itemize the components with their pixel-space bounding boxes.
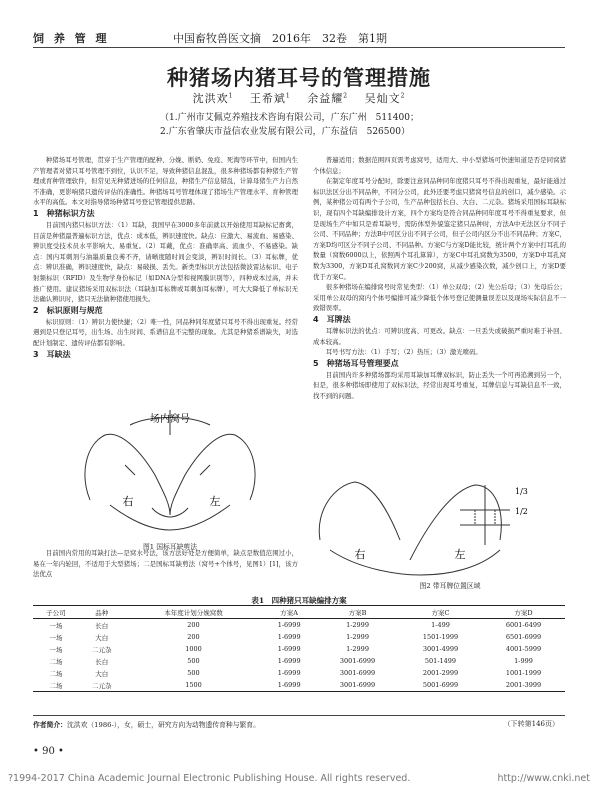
affiliation-2: 2.广东省肇庆市益信农业发展有限公司，广东益信 526500） [160,127,410,137]
copyright-line [8,773,590,784]
section-heading: 4 耳牌法 [313,314,351,324]
copyright-text: ?1994-2017 China Academic Journal Electronic Publishing House. All rights reserved. [8,773,411,784]
section-heading: 3 耳缺法 [33,349,71,359]
table-cell: 二元杂 [92,681,112,690]
table-cell: 1-999 [514,657,533,665]
footnote-text: 沈洪欢（1986-），女，硕士，研究方向为动物遗传育种与繁育。 [66,721,260,729]
table-cell: 6001-6499 [505,621,542,629]
table-cell: 4001-5999 [505,645,542,653]
figure-1-left-ear-label: 左 [209,495,221,508]
table-cell: 长白 [95,621,109,630]
table-cell: 500 [187,669,200,677]
table-header: 本年度计划分娩窝数 [164,608,223,617]
paragraph: 目前国内猪只标识方法：（1）耳缺，我国早在3000多年前就以开始使用耳缺标记畜禽，目前是种猪最普遍标识方法，优点：成本低，辨识速度快。缺点：应激大、易流血、易感染、辨识度受技术员水平影响大、易重复。（2）耳戴，优点：准确率高、流血少、不易感染。缺点：国内耳刺剂与油墨质量良莠不齐，请晰度随时间会变淡，辨识时间长。（3）耳标牌，优点：辨识准确，辨识速度快，缺点：易破损、丢失。新类型标识方法包括微波雷达标识、电子射频标识（RFID）及生物学身份标记（如DNA分型和视网膜识别等），四种成本过高，并未推广使用。建议猪场采用双标识法（耳缺加耳标牌或耳刺加耳标牌），可大大降低了单标识无法确认辨识时，猪只无法做种猪使用损失。 [33,220,298,304]
table-cell: 500 [187,657,200,665]
table-cell: 1-6999 [277,645,301,653]
left-column-continued [33,548,298,580]
footnote-rule [33,715,565,716]
journal-issue: 中国畜牧兽医文摘 2016年 32卷 第1期 [173,32,387,45]
table-cell: 1500 [185,681,202,689]
abstract-text: 种猪场耳号管理，贯穿于生产管理的配种、分娩、断奶、免疫、死淘等环节中，但国内生产管理者对猪只耳号管理不到位，认识不足，导致种猪信息混乱，很多种猪场都有种猪生产管理或育种管理软件，但常见无种猪进场的任何信息，种猪生产信息错乱，计算母猪生产力自然不准确，更影响猪只遗传评估的准确性。种猪场耳号管理体现了猪场生产管理水平、育种管理水平的高低。本文对指导猪场种猪耳号登记管理提供思路。 [33,156,298,207]
section-heading: 2 标识原则与规范 [33,305,103,315]
table-cell: 1-499 [431,621,450,629]
table-cell: 1-2999 [346,645,369,653]
paragraph: 标识原则：（1）辨识力使快捷；（2）唯一性，同品种同年度猪只耳号不得出现重复。经常遇到是只登记耳号，出生场、出生时间、系谱信息不完整的现象。尤其是种猪系谱缺失，对选配计划制定、遗传评估都有影响。 [33,317,298,347]
author-list [0,90,598,106]
paragraph: 普遍适用；数据范围四页需考虑窝号，适用大、中小型猪场可快速知道是否是同窝猪个体信息； [313,156,566,175]
table-header: 方案D [514,608,533,617]
table-cell: 1-6999 [277,669,301,677]
figure-1-top-label: 场内窝号 [150,414,190,425]
table-cell: 2001-3999 [505,681,542,689]
table-cell: 二场 [49,681,63,690]
paragraph: 很多种猪场在编排窝号时常见类型：（1）单公双母；（2）先公后母；（3）先母后公；采用单公双母的窝内个体号编排可减少降低个体号登记使测量误差以及现场实际信息不一致错误率。 [313,283,566,313]
table-cell: 5001-6999 [422,681,459,689]
figure-2-mark-one-third: 1/3 [515,487,528,496]
figure-2-mark-one-half: 1/2 [515,507,528,516]
paragraph: 目前国内许多种猪场都均采用耳缺加耳牌双标识，防止丢失一个可再追溯到另一个，但是，很多种猪场即使用了双标识法，经常出现耳号重复，耳牌信息与耳缺信息不一致，找不到的问题。 [313,370,566,400]
table-cell: 501-1499 [424,657,457,665]
paragraph: 耳号书写方法：（1）手写；（2）热压；（3）激光喷码。 [325,348,482,357]
table-title: 表1 四种猪只耳缺编排方案 [251,596,347,605]
table-cell: 一场 [49,621,63,630]
figure-1-right-ear-label: 右 [122,495,134,508]
header-rule [33,47,565,48]
affiliation-1: （1.广州市艾佩克养殖技术咨询有限公司，广东广州 511400； [160,113,419,123]
figure-2-right-ear-label: 右 [354,548,366,561]
table-cell: 二元杂 [92,645,112,654]
table-cell: 3001-6999 [339,669,376,677]
author-footnote [33,719,463,729]
ear-notch-scheme-table [33,605,565,692]
table-cell: 200 [187,621,200,629]
running-header [33,30,565,48]
paragraph: 在制定年度耳号分配时，除要注意同品种同年度猪只耳号不得出现重复，最好能通过标识法区分出不同品种，不同分公司，此外还要考虑只猪窝号信息的创口，减少感染。示例，某种猪公司有两个子公司，生产品种包括长白、大白、二元杂。猪场采用国标耳缺标识，现有四个耳缺编排设计方案，四个方案均是符合同品种同年度耳号不得重复要求，但是现场生产中如只是看耳缺号，需防体型外貌鉴定猪只品种时，方法A中无法区分不同子公司、不同品种；方法B中可区分出不同子公司，但子公司内区分不出不同品种；方案C，方案D均可区分不同子公司、不同品种。方案C与方案D能比较，统计两个方案中打耳孔的数量（窝数6000以上，依照两个耳孔算算），方案C中耳孔窝数为3500，方案D中耳孔窝数为3300，方案D耳孔窝数同方案C少200窝，从减少感染次数，减少创口上，方案D要优于方案C。 [313,177,566,281]
continued-note: （下转第146页） [503,720,559,728]
table-header: 子公司 [46,608,66,617]
author: 余益耀$^2$ [307,92,349,105]
table-header: 方案B [348,608,367,617]
table-cell: 二场 [49,669,63,678]
table-row [33,631,565,643]
table-header: 品种 [95,608,109,617]
table-row [33,643,565,655]
table-cell: 2001-2999 [422,669,459,677]
table-cell: 3001-4999 [422,645,459,653]
left-column [33,155,298,361]
table-cell: 一场 [49,645,63,654]
table-row [33,619,565,632]
table-cell: 1501-1999 [422,633,459,641]
table-cell: 1-6999 [277,621,301,629]
author: 吴灿文$^2$ [364,92,406,105]
table-cell: 1-2999 [346,621,369,629]
paragraph: 目前国内常用的耳缺打法—是窝水号法，该方法好处是方便简单，缺点是数值范围过小，易在一年内轮回，不适用于大型猪场；二是国标耳缺剪法（窝号+个体号，见图1）[1]，该方法优点 [33,549,298,579]
table-row [33,679,565,692]
figure-1-caption: 图1 国标耳缺剪法 [142,543,198,551]
right-column [313,155,566,401]
page-number: • 90 • [33,746,64,757]
table-cell: 200 [187,633,200,641]
footnote-label: 作者简介： [33,721,67,729]
author: 王希斌$^1$ [249,92,291,105]
table-cell: 3001-6999 [339,657,376,665]
article-title: 种猪场内猪耳号的管理措施 [167,66,431,90]
table-cell: 1-6999 [277,657,301,665]
cnki-link[interactable]: http://www.cnki.net [497,773,590,784]
table-header-row [33,606,565,619]
figure-2-ear-tag-position-diagram [310,470,540,578]
table-header: 方案A [280,608,298,617]
paragraph: 耳牌标识法的优点：可辨识度高、可更改。缺点：一旦丢失或破损严重时难于补回、成本较高。 [313,326,566,346]
table-cell: 大白 [95,633,109,642]
table-cell: 6501-6999 [505,633,542,641]
table-cell: 1-2999 [346,633,369,641]
author: 沈洪欢$^1$ [192,92,234,105]
table-cell: 大白 [95,669,109,678]
table-row [33,655,565,667]
table-row [33,667,565,679]
journal-section: 饲 养 管 理 [33,32,110,45]
table-cell: 1000 [185,645,202,653]
table-cell: 1001-1999 [505,669,542,677]
table-cell: 1-6999 [277,633,301,641]
figure-2-caption: 图2 带耳牌位置区域 [419,582,481,590]
section-heading: 1 种猪标识方法 [33,208,95,218]
table-cell: 3001-6999 [339,681,376,689]
figure-2-left-ear-label: 左 [454,548,466,561]
section-heading: 5 种猪场耳号管理要点 [313,358,399,368]
table-header: 方案C [431,608,450,617]
table-cell: 1-6999 [277,681,301,689]
figure-1-ear-notch-diagram [70,405,270,540]
table-cell: 长白 [95,657,109,666]
table-cell: 二场 [49,657,63,666]
table-cell: 一场 [49,633,63,642]
